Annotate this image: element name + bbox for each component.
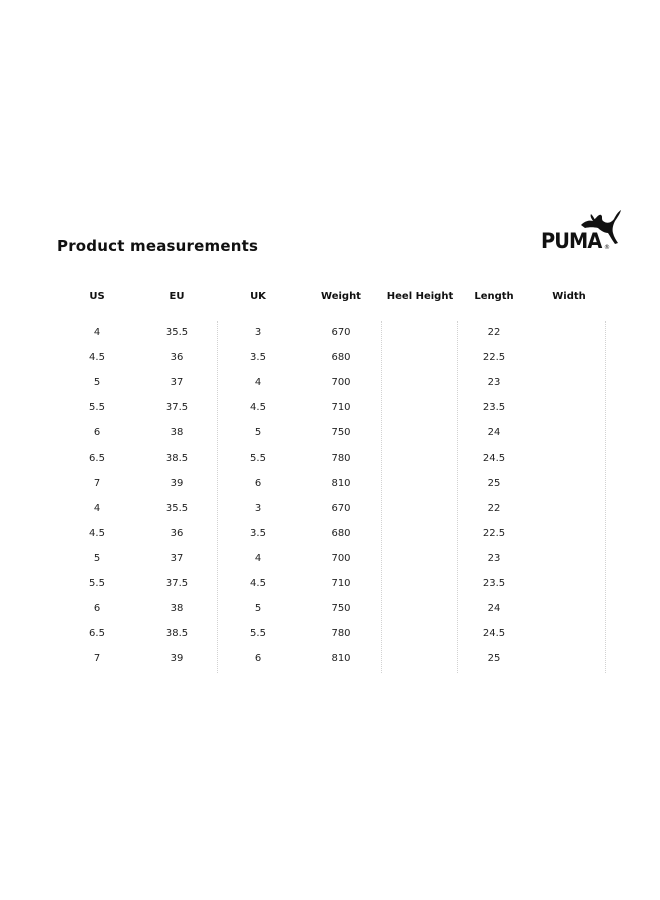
table-cell: 750 xyxy=(331,427,351,439)
table-cell: 37 xyxy=(170,377,184,389)
puma-logo xyxy=(541,209,621,255)
table-cell: 23 xyxy=(487,377,501,389)
table-cell: 6 xyxy=(93,603,101,615)
table-cell: 37.5 xyxy=(165,402,189,414)
table-cell: 6 xyxy=(93,427,101,439)
table-cell: 36 xyxy=(170,527,184,539)
table-cell: 4 xyxy=(254,377,262,389)
table-cell: 680 xyxy=(331,352,351,364)
header-col-heel-height: Heel Height xyxy=(386,291,454,302)
table-cell: 5.5 xyxy=(89,578,105,589)
table-cell: 6 xyxy=(254,653,262,665)
table-cell: 24.5 xyxy=(482,628,506,640)
table-cell: 36 xyxy=(170,352,184,364)
table-cell: 24 xyxy=(487,427,501,439)
page-title: Product measurements xyxy=(57,237,259,255)
table-cell: 3 xyxy=(254,502,262,514)
table-cell: 25 xyxy=(487,653,501,665)
table-cell: 780 xyxy=(331,628,351,640)
table-cell: 22 xyxy=(487,502,501,514)
table-cell: 810 xyxy=(331,653,351,665)
table-cell: 670 xyxy=(331,502,351,514)
table-cell: 5.5 xyxy=(250,452,266,464)
header-col-length: Length xyxy=(474,291,514,302)
table-cell: 5 xyxy=(254,603,262,615)
table-cell: 37 xyxy=(170,552,184,564)
table-cell: 23 xyxy=(487,552,501,564)
table-cell: 4.5 xyxy=(89,352,105,364)
table-cell: 710 xyxy=(331,402,351,414)
table-cell: 22.5 xyxy=(482,352,506,364)
table-cell: 3 xyxy=(254,327,262,338)
table-cell: 4 xyxy=(93,502,101,514)
table-cell: 810 xyxy=(331,477,351,489)
table-cell: 35.5 xyxy=(165,502,189,514)
header-col-uk: UK xyxy=(250,291,266,302)
column-divider xyxy=(381,321,382,673)
column-divider xyxy=(457,321,458,673)
header-col-eu: EU xyxy=(169,291,185,302)
header-col-width: Width xyxy=(552,291,586,302)
table-cell: 23.5 xyxy=(482,578,506,589)
table-cell: 700 xyxy=(331,552,351,564)
table-cell: 710 xyxy=(331,578,351,589)
table-cell: 5 xyxy=(93,552,101,564)
brand-wordmark: PUMA xyxy=(541,229,602,253)
table-cell: 37.5 xyxy=(165,578,189,589)
column-divider xyxy=(605,321,606,673)
table-cell: 25 xyxy=(487,477,501,489)
table-cell: 39 xyxy=(170,653,184,665)
table-cell: 23.5 xyxy=(482,402,506,414)
table-cell: 5 xyxy=(93,377,101,389)
table-cell: 6.5 xyxy=(89,628,105,640)
table-cell: 22.5 xyxy=(482,527,506,539)
table-cell: 4.5 xyxy=(89,527,105,539)
header-col-weight: Weight xyxy=(321,291,361,302)
table-cell: 6 xyxy=(254,477,262,489)
table-cell: 35.5 xyxy=(165,327,189,338)
column-divider xyxy=(217,321,218,673)
table-cell: 38 xyxy=(170,603,184,615)
table-cell: 6.5 xyxy=(89,452,105,464)
table-cell: 680 xyxy=(331,527,351,539)
table-cell: 5 xyxy=(254,427,262,439)
table-cell: 24.5 xyxy=(482,452,506,464)
table-cell: 4 xyxy=(254,552,262,564)
table-cell: 3.5 xyxy=(250,527,266,539)
table-cell: 39 xyxy=(170,477,184,489)
registered-mark: ® xyxy=(604,244,610,251)
table-cell: 24 xyxy=(487,603,501,615)
table-cell: 3.5 xyxy=(250,352,266,364)
table-cell: 7 xyxy=(93,477,101,489)
table-cell: 5.5 xyxy=(250,628,266,640)
table-cell: 4.5 xyxy=(250,402,266,414)
table-cell: 4 xyxy=(93,327,101,338)
table-cell: 670 xyxy=(331,327,351,338)
table-cell: 5.5 xyxy=(89,402,105,414)
table-cell: 38.5 xyxy=(165,628,189,640)
table-cell: 38 xyxy=(170,427,184,439)
table-cell: 7 xyxy=(93,653,101,665)
table-cell: 22 xyxy=(487,327,501,338)
table-cell: 780 xyxy=(331,452,351,464)
table-cell: 38.5 xyxy=(165,452,189,464)
table-cell: 700 xyxy=(331,377,351,389)
header-col-us: US xyxy=(89,291,105,302)
table-cell: 750 xyxy=(331,603,351,615)
table-cell: 4.5 xyxy=(250,578,266,589)
